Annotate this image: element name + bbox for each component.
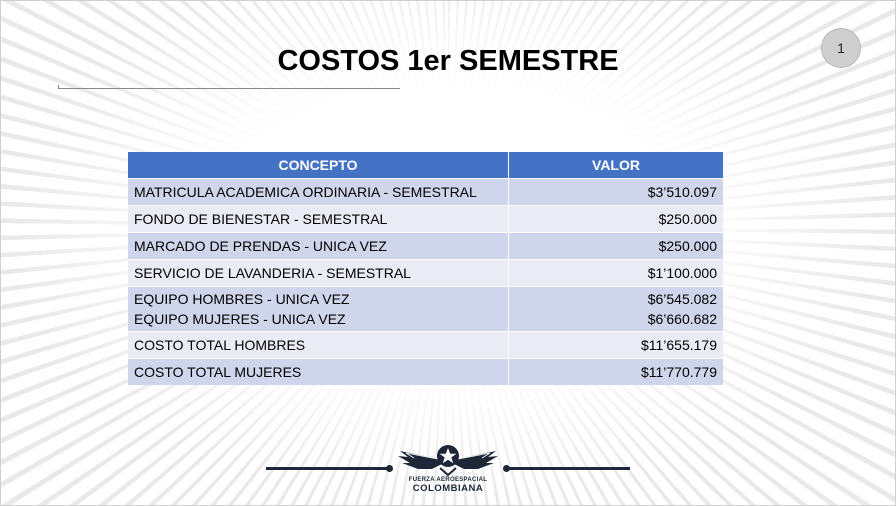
- value-text: $6’545.082: [647, 291, 717, 307]
- table-row: [128, 359, 723, 386]
- slide-title: COSTOS 1er SEMESTRE: [277, 45, 619, 77]
- concept-text: MATRICULA ACADEMICA ORDINARIA - SEMESTRAL: [134, 184, 477, 200]
- value-cell: [509, 359, 724, 386]
- value-text: $250.000: [658, 238, 717, 254]
- footer-line-right: [506, 467, 630, 470]
- concept-text: MARCADO DE PRENDAS - UNICA VEZ: [134, 238, 387, 254]
- costs-table: [128, 152, 723, 385]
- table-row: [128, 332, 723, 359]
- value-cell: [509, 260, 724, 287]
- table-header-row: [128, 152, 723, 179]
- value-cell: [509, 179, 724, 206]
- value-cell: [509, 233, 724, 260]
- concept-cell: [128, 332, 509, 359]
- value-text: $11’655.179: [640, 337, 717, 353]
- concept-text: COSTO TOTAL HOMBRES: [134, 337, 306, 353]
- title-underline: [58, 88, 400, 89]
- table-row: [128, 260, 723, 287]
- value-cell: [509, 206, 724, 233]
- column-header-concept: CONCEPTO: [128, 152, 509, 179]
- value-text: $1’100.000: [647, 265, 717, 281]
- logo-text-small: FUERZA AEROESPACIAL: [408, 477, 488, 483]
- fuerza-aeroespacial-logo: [394, 441, 502, 499]
- value-text: $250.000: [658, 211, 717, 227]
- value-cell: [509, 287, 724, 332]
- footer-line-left: [266, 467, 390, 470]
- concept-cell: [128, 233, 509, 260]
- column-header-value: VALOR: [509, 152, 724, 179]
- concept-cell: [128, 359, 509, 386]
- logo-text-large: COLOMBIANA: [412, 483, 484, 494]
- concept-text: EQUIPO HOMBRES - UNICA VEZ: [134, 291, 350, 307]
- concept-cell: [128, 260, 509, 287]
- concept-text: FONDO DE BIENESTAR - SEMESTRAL: [134, 211, 388, 227]
- footer-line-dot: [503, 465, 510, 472]
- table-row: [128, 287, 723, 332]
- value-text: $3’510.097: [647, 184, 717, 200]
- value-cell: [509, 332, 724, 359]
- table-row: [128, 206, 723, 233]
- concept-cell: [128, 287, 509, 332]
- concept-text: SERVICIO DE LAVANDERIA - SEMESTRAL: [134, 265, 411, 281]
- page-number-badge: 1: [821, 28, 861, 68]
- concept-cell: [128, 206, 509, 233]
- concept-cell: [128, 179, 509, 206]
- table-row: [128, 179, 723, 206]
- footer-line-dot: [386, 465, 393, 472]
- concept-text: COSTO TOTAL MUJERES: [134, 364, 302, 380]
- value-text: $6’660.682: [647, 311, 717, 327]
- table-row: [128, 233, 723, 260]
- value-text: $11’770.779: [640, 364, 717, 380]
- winged-star-emblem-icon: [394, 441, 502, 477]
- concept-text: EQUIPO MUJERES - UNICA VEZ: [134, 311, 346, 327]
